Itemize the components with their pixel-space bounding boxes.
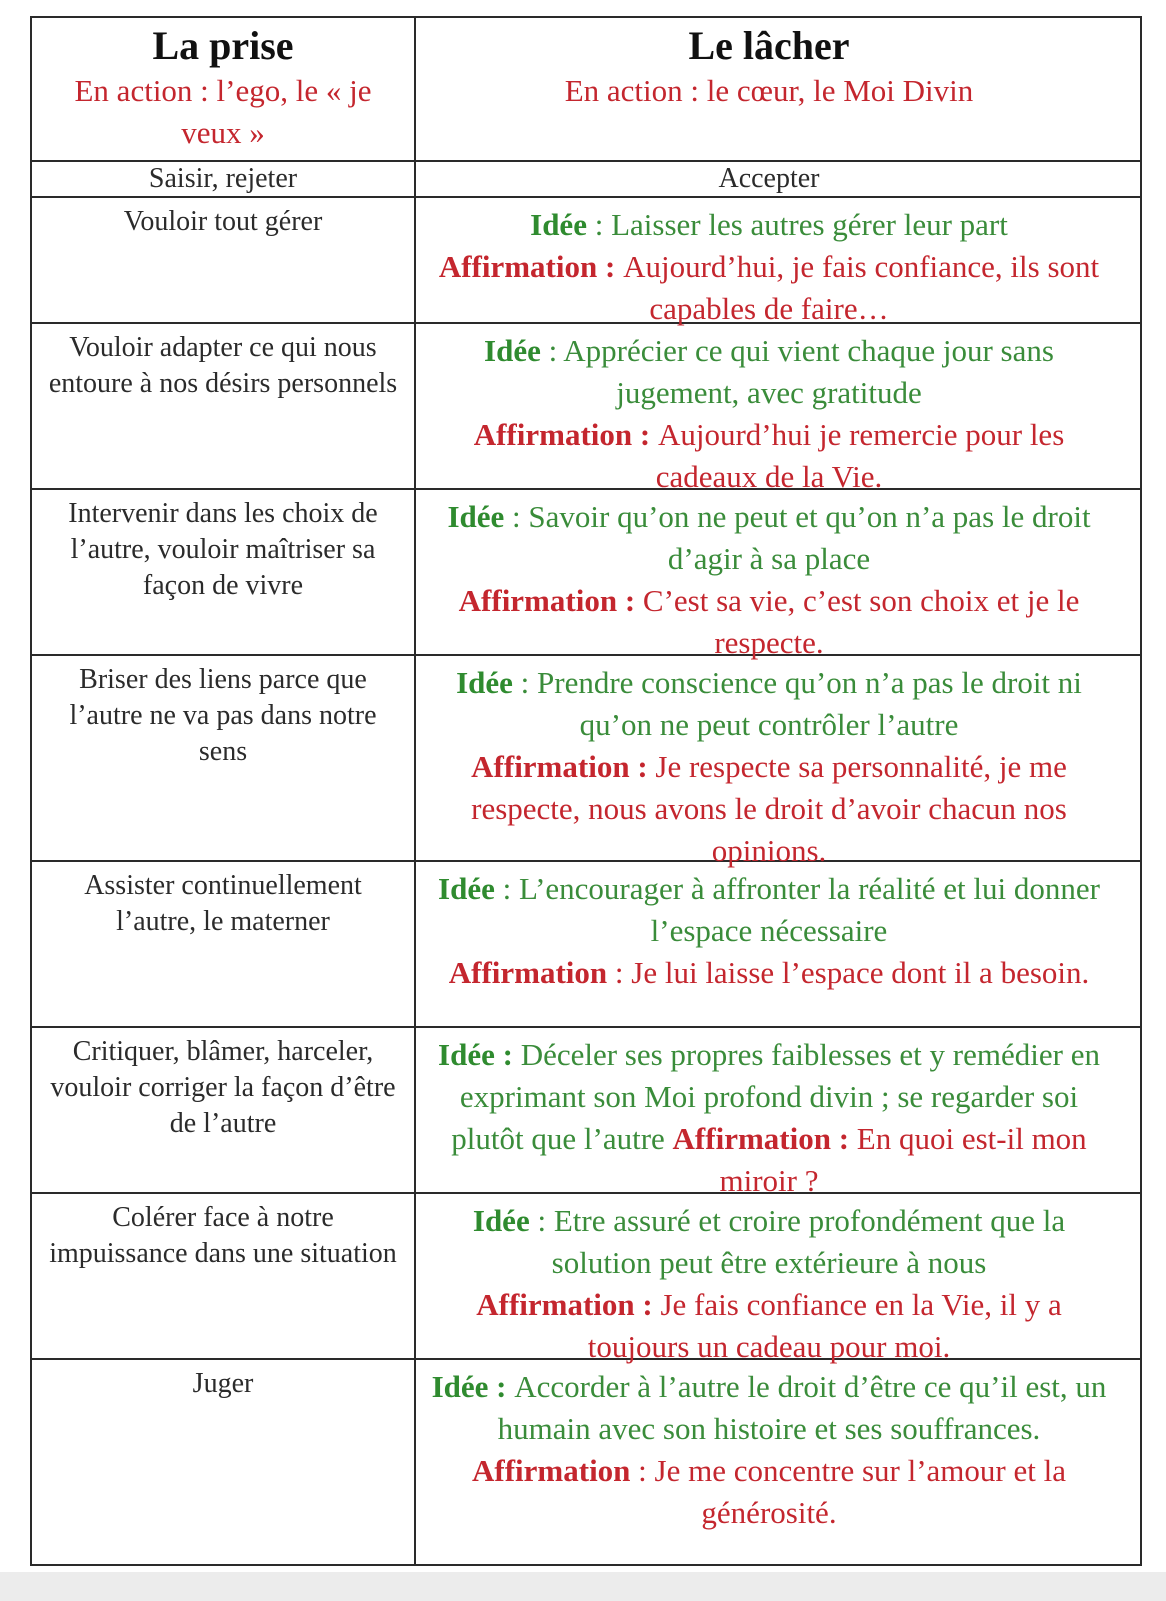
idee-separator: : <box>504 499 529 534</box>
lacher-cell <box>416 324 1122 494</box>
idee-label: Idée <box>484 333 541 368</box>
idee-separator: : <box>494 871 519 906</box>
idee-label: Idée <box>456 665 513 700</box>
idee-separator: : <box>488 1369 515 1404</box>
idee-label: Idée <box>438 871 495 906</box>
left-column-subtitle: En action : l’ego, le « je veux » <box>74 73 372 150</box>
idee-label: Idée <box>438 1037 495 1072</box>
idee-text: Laisser les autres gérer leur part <box>611 207 1008 242</box>
table-row <box>32 1026 1140 1198</box>
affirmation-label: Affirmation <box>473 417 633 452</box>
affirmation-text: Je fais confiance en la Vie, il y a toujours un cadeau pour moi. <box>587 1287 1062 1364</box>
affirmation-label: Affirmation <box>476 1287 635 1322</box>
table-row <box>32 654 1140 868</box>
affirmation-label: Affirmation <box>438 249 598 284</box>
affirmation-separator: : <box>634 1287 661 1322</box>
idee-text: Etre assuré et croire profondément que la solution peut être extérieure à nous <box>551 1203 1066 1280</box>
affirmation-text: Aujourd’hui, je fais confiance, ils sont capables de faire… <box>623 249 1100 326</box>
lacher-cell <box>416 1028 1122 1198</box>
affirmation-label: Affirmation <box>672 1121 831 1156</box>
table-row <box>32 1192 1140 1364</box>
idee-text: Prendre conscience qu’on n’a pas le droit ni qu’on ne peut contrôler l’autre <box>537 665 1082 742</box>
prise-cell: Juger <box>32 1360 416 1564</box>
affirmation-text: Je me concentre sur l’amour et la générosité. <box>654 1453 1066 1530</box>
idee-separator: : <box>512 665 538 700</box>
subheader-right: Accepter <box>718 163 820 194</box>
idee-separator: : <box>540 333 564 368</box>
affirmation-label: Affirmation <box>448 955 608 990</box>
affirmation-label: Affirmation <box>471 749 630 784</box>
prise-cell: Vouloir tout gérer <box>32 198 416 322</box>
idee-text: Apprécier ce qui vient chaque jour sans jugement, avec gratitude <box>563 333 1054 410</box>
affirmation-separator: : <box>629 749 656 784</box>
idee-label: Idée <box>530 207 587 242</box>
affirmation-separator: : <box>617 583 643 618</box>
right-column-title: Le lâcher <box>688 23 850 68</box>
table-row <box>32 322 1140 494</box>
subheader-left: Saisir, rejeter <box>32 162 416 196</box>
lacher-cell <box>416 1194 1122 1364</box>
comparison-table <box>30 16 1142 1566</box>
subheader-row <box>32 160 1140 196</box>
idee-label: Idée <box>447 499 505 534</box>
prise-cell: Vouloir adapter ce qui nous entoure à nos désirs personnels <box>32 324 416 488</box>
prise-cell: Briser des liens parce que l’autre ne va pas dans notre sens <box>32 656 416 860</box>
affirmation-separator: : <box>607 955 632 990</box>
affirmation-text: Je lui laisse l’espace dont il a besoin. <box>631 955 1090 990</box>
lacher-cell <box>416 198 1122 326</box>
table-row <box>32 860 1140 1026</box>
idee-text: Accorder à l’autre le droit d’être ce qu’il est, un humain avec son histoire et ses souffrances. <box>497 1369 1107 1446</box>
lacher-cell <box>416 862 1122 1026</box>
bottom-bar <box>0 1572 1166 1601</box>
left-column-title: La prise <box>152 23 294 68</box>
affirmation-text: Aujourd’hui je remercie pour les cadeaux de la Vie. <box>655 417 1065 494</box>
lacher-cell <box>416 1360 1122 1564</box>
idee-label: Idée <box>431 1369 489 1404</box>
affirmation-label: Affirmation <box>458 583 618 618</box>
header-left-cell <box>32 18 416 160</box>
affirmation-text: C’est sa vie, c’est son choix et je le respecte. <box>642 583 1080 660</box>
affirmation-text: Je respecte sa personnalité, je me respecte, nous avons le droit d’avoir chacun nos opinions. <box>471 749 1067 868</box>
table-row <box>32 1358 1140 1564</box>
affirmation-separator: : <box>830 1121 857 1156</box>
idee-text: L’encourager à affronter la réalité et lui donner l’espace nécessaire <box>518 871 1100 948</box>
affirmation-separator: : <box>632 417 658 452</box>
table-row <box>32 196 1140 326</box>
lacher-cell <box>416 490 1122 660</box>
idee-text: Déceler ses propres faiblesses et y remédier en exprimant son Moi profond divin ; se regarder soi plutôt que l’autre <box>451 1037 1100 1156</box>
prise-cell: Colérer face à notre impuissance dans une situation <box>32 1194 416 1358</box>
right-column-subtitle: En action : le cœur, le Moi Divin <box>564 73 974 108</box>
idee-separator: : <box>586 207 612 242</box>
affirmation-label: Affirmation <box>472 1453 631 1488</box>
idee-label: Idée <box>472 1203 530 1238</box>
header-right-cell <box>416 18 1122 160</box>
idee-text: Savoir qu’on ne peut et qu’on n’a pas le droit d’agir à sa place <box>528 499 1091 576</box>
table-row <box>32 488 1140 660</box>
header-row <box>32 18 1140 160</box>
prise-cell: Intervenir dans les choix de l’autre, vouloir maîtriser sa façon de vivre <box>32 490 416 654</box>
affirmation-separator: : <box>630 1453 655 1488</box>
idee-separator: : <box>529 1203 554 1238</box>
affirmation-text: En quoi est-il mon miroir ? <box>719 1121 1087 1198</box>
prise-cell: Critiquer, blâmer, harceler, vouloir corriger la façon d’être de l’autre <box>32 1028 416 1192</box>
lacher-cell <box>416 656 1122 868</box>
prise-cell: Assister continuellement l’autre, le materner <box>32 862 416 1026</box>
idee-separator: : <box>494 1037 521 1072</box>
affirmation-separator: : <box>597 249 624 284</box>
